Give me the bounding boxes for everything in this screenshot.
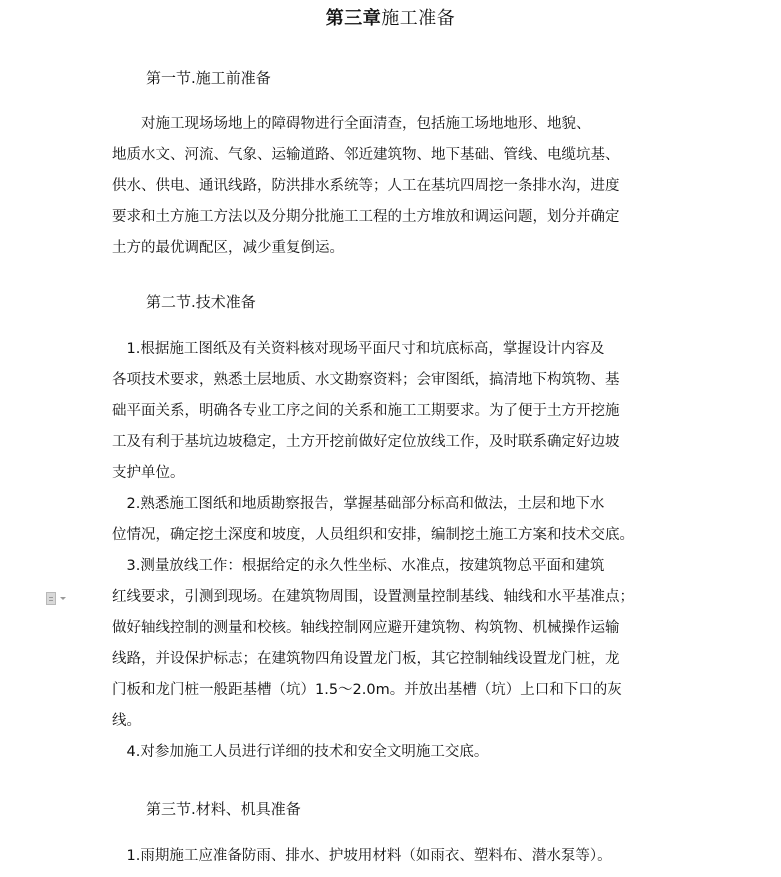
text-line: 门板和龙门桩一般距基槽（坑）1.5～2.0m。并放出基槽（坑）上口和下口的灰 (112, 682, 622, 698)
text-line: 红线要求，引测到现场。在建筑物周围，设置测量控制基线、轴线和水平基准点； (112, 589, 634, 605)
text-line: 础平面关系，明确各专业工序之间的关系和施工工期要求。为了便于土方开挖施 (112, 403, 620, 419)
text-line: 1.根据施工图纸及有关资料核对现场平面尺寸和坑底标高，掌握设计内容及 (112, 341, 605, 357)
text-line: 4.对参加施工人员进行详细的技术和安全文明施工交底。 (112, 744, 489, 760)
text-line: 做好轴线控制的测量和校核。轴线控制网应避开建筑物、构筑物、机械操作运输 (112, 620, 620, 636)
text-line: 支护单位。 (112, 465, 185, 481)
chapter-number: 第三章 (325, 8, 382, 29)
chapter-title (0, 6, 781, 32)
section-heading-3: 第三节.材料、机具准备 (146, 800, 301, 818)
text-line: 线路，并设保护标志；在建筑物四角设置龙门板，其它控制轴线设置龙门桩，龙 (112, 651, 620, 667)
text-line: 对施工现场场地上的障碍物进行全面清查，包括施工场地地形、地貌、 (112, 116, 591, 132)
text-line: 各项技术要求，熟悉土层地质、水文勘察资料；会审图纸，搞清地下构筑物、基 (112, 372, 620, 388)
caret-down-icon (60, 597, 66, 600)
text-line: 3.测量放线工作：根据给定的永久性坐标、水准点，按建筑物总平面和建筑 (112, 558, 605, 574)
text-line: 线。 (112, 713, 141, 729)
chapter-name: 施工准备 (381, 8, 456, 29)
text-line: 位情况，确定挖土深度和坡度，人员组织和安排，编制挖土施工方案和技术交底。 (112, 527, 634, 543)
text-line: 供水、供电、通讯线路，防洪排水系统等；人工在基坑四周挖一条排水沟，进度 (112, 178, 620, 194)
text-line: 地质水文、河流、气象、运输道路、邻近建筑物、地下基础、管线、电缆坑基、 (112, 147, 620, 163)
text-line: 工及有利于基坑边坡稳定，土方开挖前做好定位放线工作，及时联系确定好边坡 (112, 434, 620, 450)
text-line: 要求和土方施工方法以及分期分批施工工程的土方堆放和调运问题，划分并确定 (112, 209, 620, 225)
paragraph (112, 109, 672, 264)
text-line: 2.熟悉施工图纸和地质勘察报告，掌握基础部分标高和做法，土层和地下水 (112, 496, 605, 512)
section-heading-2: 第二节.技术准备 (146, 293, 256, 311)
text-line: 土方的最优调配区，减少重复倒运。 (112, 240, 344, 256)
paragraph (112, 334, 672, 768)
text-line: 1.雨期施工应准备防雨、排水、护坡用材料（如雨衣、塑料布、潜水泵等）。 (112, 848, 612, 864)
page-icon (46, 592, 56, 605)
paragraph (112, 841, 672, 872)
document-icon[interactable] (46, 590, 72, 606)
section-heading-1: 第一节.施工前准备 (146, 69, 271, 87)
